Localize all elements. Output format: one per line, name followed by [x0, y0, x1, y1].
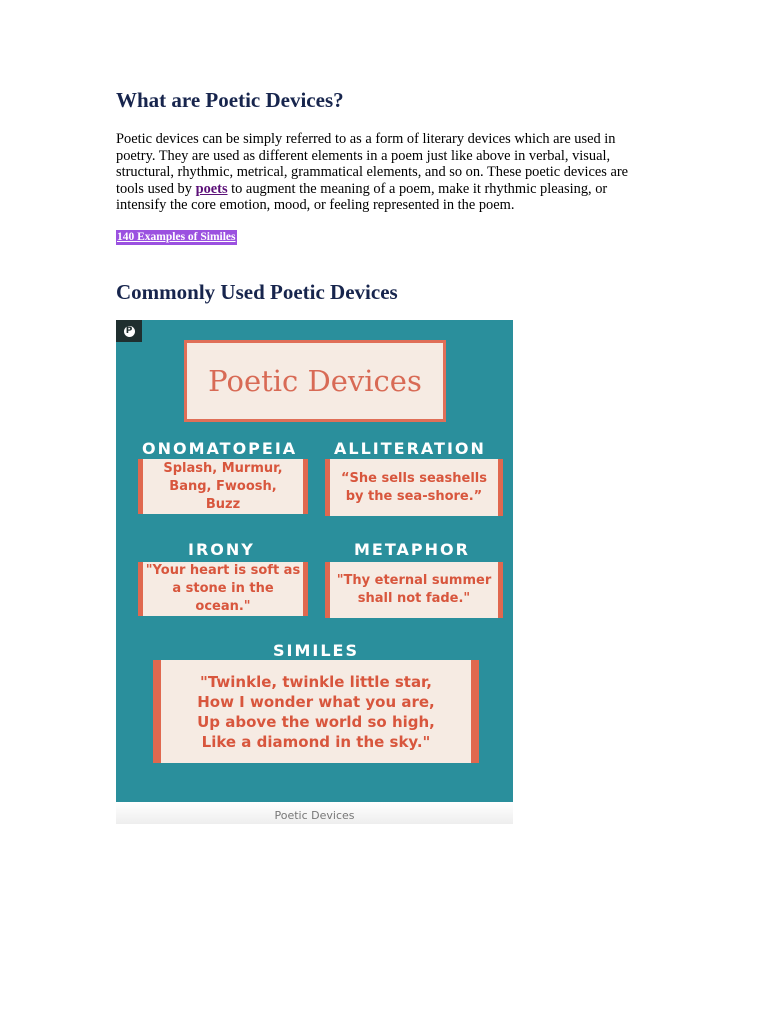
page-heading: What are Poetic Devices? — [116, 88, 344, 112]
device-card-alliteration: “She sells seashells by the sea-shore.” — [325, 459, 503, 516]
poetic-devices-infographic — [116, 320, 513, 802]
section-heading: Commonly Used Poetic Devices — [116, 280, 398, 304]
similes-examples-link[interactable]: 140 Examples of Similes — [117, 231, 236, 243]
device-card-similes: "Twinkle, twinkle little star, How I wonder what you are, Up above the world so high, Like a diamond in the sky." — [153, 660, 479, 763]
paragraph-text-start: Poetic devices can be simply referred to as a form of literary devices which are used in poetry. They are used as different elements in a poem just like above in verbal, visual, structural, rhythmic, metrical, grammatical elements, and so on. These poetic devices are tools used by — [116, 131, 629, 197]
infographic-title: Poetic Devices — [208, 364, 422, 398]
device-label-onomatopeia: ONOMATOPEIA — [142, 439, 298, 458]
device-label-alliteration: ALLITERATION — [334, 439, 486, 458]
device-card-irony: "Your heart is soft as a stone in the ocean." — [138, 562, 308, 616]
paragraph-text-end: to augment the meaning of a poem, make it rhythmic pleasing, or intensify the core emotion, mood, or feeling represented in the poem. — [116, 180, 608, 214]
intro-paragraph — [116, 131, 646, 214]
image-caption: Poetic Devices — [116, 802, 513, 824]
pinterest-icon: P — [124, 326, 135, 337]
device-label-similes: SIMILES — [273, 641, 359, 660]
device-card-metaphor: "Thy eternal summer shall not fade." — [325, 562, 503, 618]
device-card-onomatopeia: Splash, Murmur, Bang, Fwoosh, Buzz — [138, 459, 308, 514]
infographic-title-box — [184, 340, 446, 422]
pinterest-button[interactable] — [116, 320, 142, 342]
device-label-metaphor: METAPHOR — [354, 540, 470, 559]
device-label-irony: IRONY — [188, 540, 255, 559]
poets-link[interactable]: poets — [195, 180, 228, 197]
